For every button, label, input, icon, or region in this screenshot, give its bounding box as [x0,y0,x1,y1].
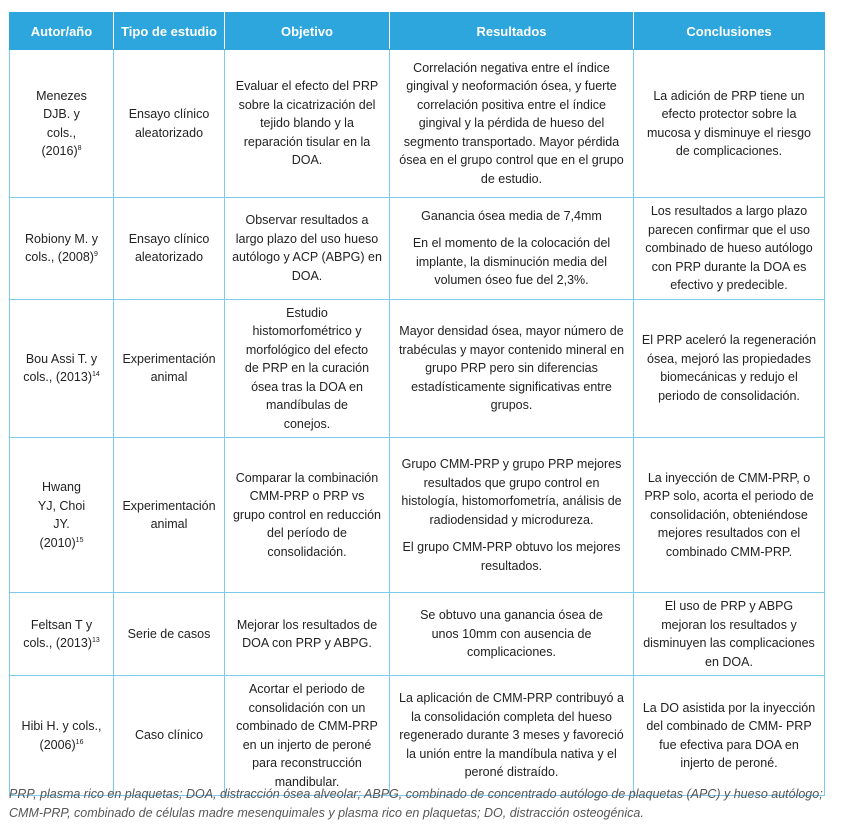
results-cell [390,50,634,198]
author-cell [10,50,114,198]
results-text: Mayor densidad ósea, mayor número de trabéculas y mayor contenido mineral en grupo PRP pero sin diferencias estadísticamente significativas entre grupos. [398,324,625,412]
author-text: Robiony M. y cols., (2008) [25,231,98,265]
results-cell [390,676,634,796]
table-row [10,299,825,438]
reference-number: 14 [91,371,100,379]
author-cell [10,198,114,300]
author-cell [10,438,114,593]
author-text: Menezes DJB. y cols., (2016) [36,88,87,158]
conclusions-cell: La inyección de CMM-PRP, o PRP solo, acorta el periodo de consolidación, obteniéndose mejores resultados con el combinado CMM-PRP. [634,438,825,593]
header-study-type: Tipo de estudio [114,13,225,50]
studies-table-container [9,12,824,796]
results-text: Correlación negativa entre el índice gingival y neoformación ósea, y fuerte correlación positiva entre el índice gingival y la pérdida de hueso del segmento transportado. Mayor pérdida ósea en el grupo control que en el grupo de estudio. [399,60,624,186]
author-text: Hwang YJ, Choi JY. (2010) [37,480,86,550]
results-text: Ganancia ósea media de 7,4mm [421,208,602,223]
conclusions-cell: El uso de PRP y ABPG mejoran los resultados y disminuyen las complicaciones en DOA. [634,593,825,676]
results-cell [390,593,634,676]
study-type-cell: Serie de casos [114,593,225,676]
reference-number: 8 [77,144,82,152]
study-type-cell: Ensayo clínico aleatorizado [114,198,225,300]
author-text: Feltsan T y cols., (2013) [23,617,93,650]
objective-cell: Acortar el periodo de consolidación con un combinado de CMM-PRP en un injerto de peroné para reconstrucción mandibular. [225,676,390,796]
study-type-cell: Experimentación animal [114,438,225,593]
conclusions-cell: Los resultados a largo plazo parecen confirmar que el uso combinado de hueso autólogo con PRP durante la DOA es efectivo y predecible. [634,198,825,300]
table-header-row [10,13,825,50]
objective-cell: Comparar la combinación CMM-PRP o PRP vs grupo control en reducción del período de consolidación. [225,438,390,593]
results-text: Grupo CMM-PRP y grupo PRP mejores resultados que grupo control en histología, histomorfometría, análisis de radiodensidad y microdureza. [401,457,622,527]
conclusions-cell: La DO asistida por la inyección del combinado de CMM- PRP fue efectiva para DOA en injerto de peroné. [634,676,825,796]
study-type-cell: Experimentación animal [114,299,225,438]
results-cell [390,198,634,300]
table-row [10,676,825,796]
author-text: Hibi H. y cols., (2006) [21,719,102,752]
header-author-year: Autor/año [10,13,114,50]
reference-number: 16 [75,738,84,746]
results-text: La aplicación de CMM-PRP contribuyó a la consolidación completa del hueso regenerado durante 3 meses y favoreció la unión entre la mandíbula nativa y el peroné distraído. [399,691,624,780]
table-row [10,50,825,198]
conclusions-cell: El PRP aceleró la regeneración ósea, mejoró las propiedades biomecánicas y redujo el periodo de consolidación. [634,299,825,438]
results-text: En el momento de la colocación del implante, la disminución media del volumen óseo fue del 2,3%. [412,236,611,288]
table-row [10,593,825,676]
reference-number: 9 [93,251,98,259]
study-type-cell: Caso clínico [114,676,225,796]
objective-cell: Observar resultados a largo plazo del uso hueso autólogo y ACP (ABPG) en DOA. [225,198,390,300]
author-cell [10,593,114,676]
author-text: Bou Assi T. y cols., (2013) [23,351,98,385]
header-results: Resultados [390,13,634,50]
reference-number: 13 [91,636,100,644]
results-cell [390,438,634,593]
objective-cell: Evaluar el efecto del PRP sobre la cicatrización del tejido blando y la reparación tisular en la DOA. [225,50,390,198]
table-row [10,198,825,300]
objective-cell: Estudio histomorfométrico y morfológico del efecto de PRP en la curación ósea tras la DOA en mandíbulas de conejos. [225,299,390,438]
study-type-cell: Ensayo clínico aleatorizado [114,50,225,198]
results-cell [390,299,634,438]
header-objective: Objetivo [225,13,390,50]
author-cell [10,676,114,796]
table-row [10,438,825,593]
studies-table [9,12,825,796]
reference-number: 15 [75,536,84,544]
objective-cell: Mejorar los resultados de DOA con PRP y ABPG. [225,593,390,676]
results-text: El grupo CMM-PRP obtuvo los mejores resultados. [402,540,621,573]
header-conclusions: Conclusiones [634,13,825,50]
abbreviations-footnote: PRP, plasma rico en plaquetas; DOA, distracción ósea alveolar; ABPG, combinado de concentrado autólogo de plaquetas (APC) y hueso autólogo; CMM-PRP, combinado de células madre mesenquimales y plasma rico en plaquetas; DO, distracción osteogénica. [9,787,823,820]
author-cell [10,299,114,438]
results-text: Se obtuvo una ganancia ósea de unos 10mm con ausencia de complicaciones. [420,608,603,660]
conclusions-cell: La adición de PRP tiene un efecto protector sobre la mucosa y disminuye el riesgo de complicaciones. [634,50,825,198]
